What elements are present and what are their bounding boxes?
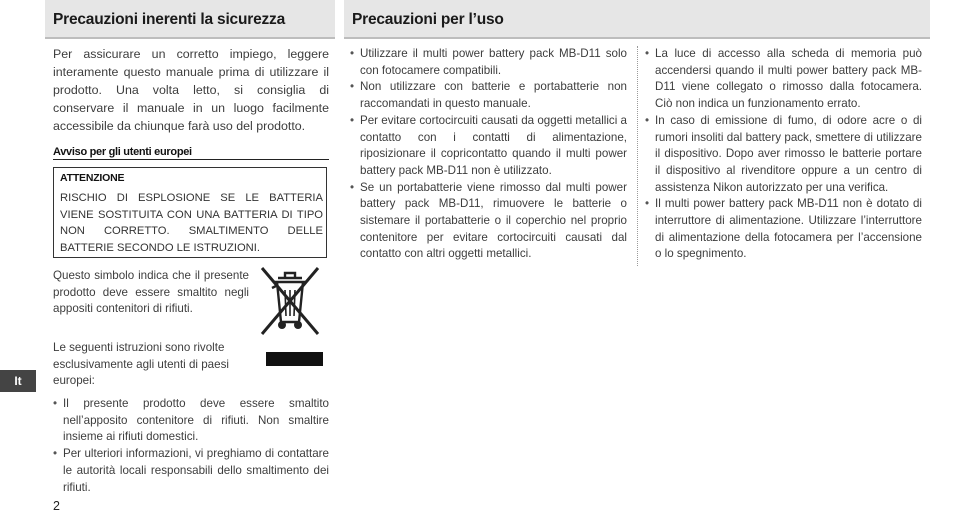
- list-item: • La luce di accesso alla scheda di memoria può accendersi quando il multi power battery pack MB-D11 viene collegato o rimosso dalla fotocamera. Ciò non indica un funzionamento errato.: [645, 46, 922, 113]
- language-tab: It: [0, 370, 36, 392]
- warning-text: RISCHIO DI ESPLOSIONE SE LE BATTERIA VIENE SOSTITUITA CON UNA BATTERIA DI TIPO NON CORRETTO. SMALTIMENTO DELLE BATTERIE SECONDO LE ISTRUZIONI.: [60, 192, 323, 255]
- list-item: • Per evitare cortocircuiti causati da oggetti metallici a contatto con i contatti di alimentazione, riposizionare il copricontatto quando il multi power battery pack MB-D11 non è utilizzato.: [350, 113, 627, 180]
- eu-instructions-intro: Le seguenti istruzioni sono rivolte esclusivamente agli utenti di paesi europei:: [53, 341, 229, 388]
- disposal-symbol-bar: [266, 352, 323, 366]
- warning-box: [53, 167, 327, 258]
- column-divider: [637, 46, 638, 266]
- disposal-bullet-list: [53, 396, 329, 496]
- usage-bullet-list-2: [645, 46, 922, 263]
- crossed-out-wheeled-bin-icon: [258, 264, 322, 338]
- warning-title: ATTENZIONE: [60, 172, 125, 184]
- list-item: • Se un portabatterie viene rimosso dal multi power battery pack MB-D11, rimuovere le batterie o sistemare il portabatterie o il coperchio nel proprio contenitore per evitare cortocircuiti causati dal contatto con altri oggetti metallici.: [350, 180, 627, 264]
- list-item: • In caso di emissione di fumo, di odore acre o di rumori insoliti dal battery pack, smettere di utilizzare il dispositivo. Dopo aver rimosso le batterie portare il dispositivo al rivenditore oppure a un centro di assistenza Nikon autorizzato per una verifica.: [645, 113, 922, 197]
- list-item: • Utilizzare il multi power battery pack MB-D11 solo con fotocamere compatibili.: [350, 46, 627, 79]
- section-header-safety: [45, 0, 335, 39]
- section-title-usage: Precauzioni per l’uso: [352, 11, 504, 28]
- intro-paragraph: Per assicurare un corretto impiego, leggere interamente questo manuale prima di utilizzare il prodotto. Una volta letto, si consiglia di conservare il manuale in un luogo facilmente accessibile da chiunque farà uso del prodotto.: [53, 47, 329, 133]
- section-header-usage: [344, 0, 930, 39]
- symbol-description: Questo simbolo indica che il presente prodotto deve essere smaltito negli appositi contenitori di rifiuti.: [53, 269, 249, 316]
- eu-notice-heading: Avviso per gli utenti europei: [53, 146, 329, 160]
- page-number: 2: [53, 499, 60, 513]
- usage-bullet-list-1: [350, 46, 627, 263]
- list-item: • Il multi power battery pack MB-D11 non è dotato di interruttore di alimentazione. Utilizzare l’interruttore di alimentazione della fotocamera per l’accensione o lo spegnimento.: [645, 196, 922, 263]
- list-item: • Il presente prodotto deve essere smaltito nell’apposito contenitore di rifiuti. Non smaltire insieme ai rifiuti domestici.: [53, 396, 329, 446]
- list-item: • Non utilizzare con batterie e portabatterie non raccomandati in questo manuale.: [350, 79, 627, 112]
- section-title-safety: Precauzioni inerenti la sicurezza: [53, 11, 286, 28]
- list-item: • Per ulteriori informazioni, vi preghiamo di contattare le autorità locali responsabili dello smaltimento dei rifiuti.: [53, 446, 329, 496]
